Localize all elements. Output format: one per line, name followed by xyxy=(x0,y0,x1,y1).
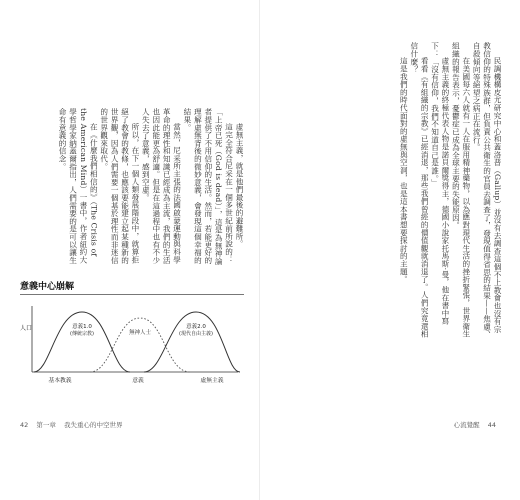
page-number: 42 xyxy=(20,421,29,429)
curve-sublabel: (傳統宗教) xyxy=(70,331,94,337)
left-page-footer xyxy=(20,420,128,429)
page-number: 44 xyxy=(487,421,496,429)
paragraph: 所以，在下一個人類發展階段中，就算拒絕了教會的教條，也應該要能建立起某種新的世界觀，因為人們需要一個基於理性而非迷信的世界觀來取代。 xyxy=(99,108,140,264)
paragraph: 在美國每六人就有一人在服用精神藥物，以為應對現代生活的挫折緊張，世界衛生組織的報告表示，憂鬱症已成為全球主要的失能原因。 xyxy=(451,42,471,338)
paragraph: 當然，尼采所主張的法國啟蒙運動與科學革命的理性和知識已經成為主流，我們的生活也因此能更為舒適。但是在這過程中也有不少人失去了意義，感到空虛。 xyxy=(141,108,182,264)
meaning-center-diagram xyxy=(20,298,244,388)
curve-sublabel: (現代自由主義) xyxy=(179,331,213,337)
curve-meaning-2 xyxy=(144,312,240,372)
x-category-label: 基本教義 xyxy=(48,378,72,384)
paragraph: 這完全符合尼采在一個多世紀前所說的：「上帝已死（God is dead）」，這是為無神論者提供了不用信仰的生活。然而，若能更好的理解虛無背後的微妙意義，會發現這個幸福的結果。 xyxy=(182,108,234,265)
paragraph: 看看《有組織的宗教》已經消退，那些我們曾經的價值觀就消退了。人們究竟還相信什麼？ xyxy=(409,42,430,338)
left-page-body-text xyxy=(20,108,244,266)
right-page xyxy=(260,0,520,500)
curve-label: 無神人士 xyxy=(128,330,152,336)
paragraph: 虛無主義的終極代表人物是諾貝爾獎得主，德國小說家托馬斯·曼，他在書中寫下：「沒有信仰，我們不知道自己是誰。」 xyxy=(430,42,450,326)
y-axis-label: 人口 xyxy=(20,325,33,332)
x-category-label: 虛無主義 xyxy=(200,378,224,384)
diagram-title: 意義中心崩解 xyxy=(20,282,75,292)
chapter-label: 第一章 xyxy=(36,421,56,429)
paragraph: 這是我們的時代面對的虛無與空洞，也是這本書想要探討的主題。 xyxy=(399,57,409,284)
right-page-body-text xyxy=(275,42,502,340)
running-head: 心流覺醒 xyxy=(453,421,480,429)
paragraph: 在《什麼我們相信的》（The Crisis of the American Mind）一書中，作者紐約大學哲學家納蓋爾指出，人們需要的是可以讓生命有意義的信念。 xyxy=(58,108,99,264)
curve-non-believers xyxy=(90,318,190,372)
curve-label: 意義2.0 xyxy=(186,324,206,330)
right-page-footer xyxy=(454,420,502,429)
chapter-title: 我失重心的中空世界 xyxy=(63,421,123,429)
x-category-label: 意義 xyxy=(132,378,144,384)
diagram-title-rule xyxy=(20,294,244,295)
curve-label: 意義1.0 xyxy=(72,324,92,330)
paragraph: 民調機構皮尤研究中心和蓋洛普（Gallup）並沒有去調查這個不上教會也沒有宗教信仰的特殊族群，但負責公共衛生的官員去調查了，發現值得省思的結果——焦慮、自殺傾向等絕望之病正在流行。 xyxy=(472,42,502,339)
paragraph: 虛無主義，就是他們最後的避難所。 xyxy=(235,123,244,248)
